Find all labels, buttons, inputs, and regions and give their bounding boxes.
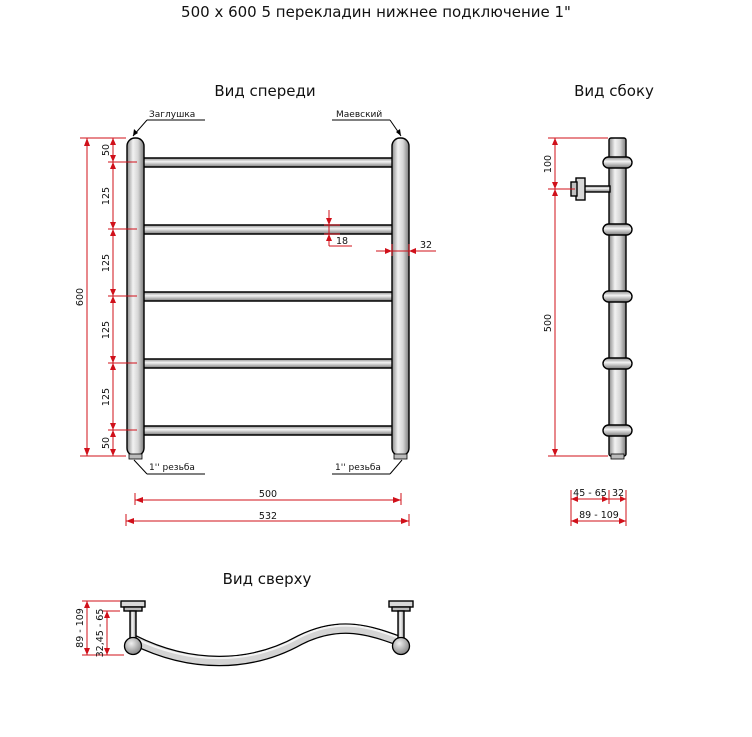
- crossbar: [138, 225, 398, 234]
- top-left-bracket: [121, 601, 145, 655]
- dim-total-height: [75, 138, 126, 456]
- plug-callout: [133, 110, 205, 136]
- top-view-heading: Вид сверху: [222, 570, 312, 588]
- dim-inner-width: [135, 489, 401, 505]
- dim-side-500: 500: [543, 313, 554, 333]
- top-curved-bar: [134, 626, 402, 661]
- right-pipe: [392, 138, 409, 459]
- crossbar: [138, 426, 398, 435]
- left-pipe: [127, 138, 144, 459]
- dim-side-45-65: 45 - 65: [573, 488, 607, 499]
- dim-32: 32: [420, 240, 433, 251]
- drawing-title: 500 x 600 5 перекладин нижнее подключение 1": [181, 3, 571, 21]
- thread-left-callout: [134, 460, 205, 474]
- dim-top-32-45-65: 32,45 - 65: [95, 608, 106, 658]
- dim-seg-1: 50: [101, 143, 112, 157]
- dim-outer-width: [126, 511, 409, 526]
- mayevsky-callout: [332, 110, 401, 136]
- crossbars: [138, 158, 398, 435]
- side-view-heading: Вид сбоку: [574, 82, 654, 100]
- dim-532: 532: [258, 511, 278, 522]
- dim-500: 500: [258, 489, 278, 500]
- dim-seg-2: 125: [101, 186, 112, 206]
- dim-side-100: 100: [543, 154, 554, 174]
- dim-seg-4: 125: [101, 320, 112, 340]
- dim-side-32: 32: [611, 488, 625, 499]
- thread-left-label: 1'' резьба: [149, 463, 195, 473]
- mayevsky-label: Маевский: [336, 110, 383, 120]
- dim-seg-6: 50: [101, 436, 112, 450]
- crossbar: [138, 158, 398, 167]
- dim-side-89-109: 89 - 109: [579, 510, 619, 521]
- thread-right-callout: [332, 460, 402, 474]
- thread-right-label: 1'' резьба: [335, 463, 381, 473]
- plug-label: Заглушка: [149, 110, 196, 120]
- top-dims: [75, 601, 124, 657]
- dim-top-89-109: 89 - 109: [75, 608, 86, 648]
- dim-18: 18: [336, 236, 349, 247]
- front-view-heading: Вид спереди: [214, 82, 316, 100]
- dim-seg-3: 125: [101, 253, 112, 273]
- crossbar: [138, 292, 398, 301]
- dim-seg-5: 125: [101, 387, 112, 407]
- side-dim-horizontal: [571, 488, 626, 526]
- top-right-bracket: [389, 601, 413, 655]
- dim-600: 600: [75, 287, 86, 307]
- side-wall-bracket: [571, 178, 610, 200]
- crossbar: [138, 359, 398, 368]
